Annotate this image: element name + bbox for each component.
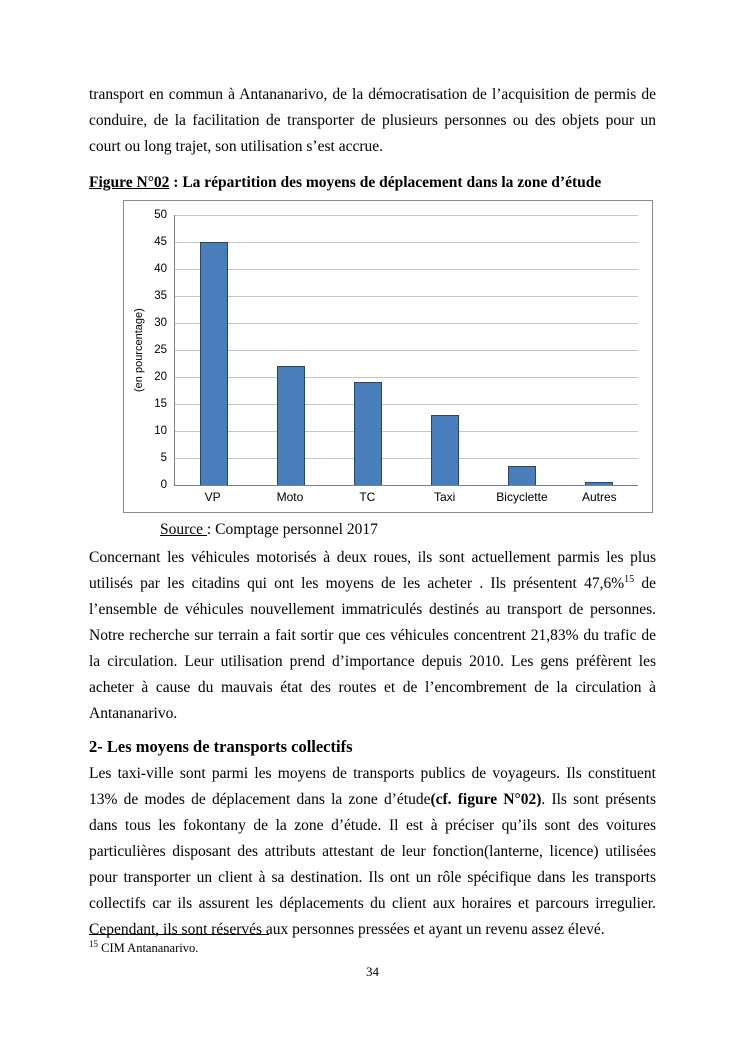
y-tick-label: 30 bbox=[154, 317, 167, 329]
x-tick-label: VP bbox=[204, 490, 221, 504]
bar-cell bbox=[175, 215, 252, 485]
x-axis-labels bbox=[174, 490, 638, 504]
figure-source bbox=[89, 517, 656, 543]
x-tick-label: Taxi bbox=[433, 490, 456, 504]
bar-cell bbox=[484, 215, 561, 485]
footnote bbox=[89, 934, 656, 956]
paragraph-motos bbox=[89, 545, 656, 727]
y-tick-label: 0 bbox=[160, 479, 167, 491]
y-tick-label: 10 bbox=[154, 425, 167, 437]
y-axis-title: (en pourcentage) bbox=[133, 308, 145, 392]
x-tick-label: Bicyclette bbox=[496, 490, 548, 504]
footnote-rule bbox=[89, 934, 269, 935]
bar-cell bbox=[252, 215, 329, 485]
y-tick-label: 50 bbox=[154, 209, 167, 221]
y-tick-label: 40 bbox=[154, 263, 167, 275]
bar-cell bbox=[407, 215, 484, 485]
bar-taxi bbox=[431, 415, 459, 485]
x-tick-label: Moto bbox=[276, 490, 304, 504]
x-tick-label: TC bbox=[359, 490, 376, 504]
figure-cross-reference: (cf. figure N°02) bbox=[430, 791, 542, 808]
footnote-text bbox=[89, 939, 656, 956]
paragraph-intro: transport en commun à Antananarivo, de la démocratisation de l’acquisition de permis de conduire, de la facilitation de transporter de plusieurs personnes ou des objets pour un court ou long trajet, son utilisation s’est accrue. bbox=[89, 86, 656, 155]
page-number: 34 bbox=[366, 964, 379, 979]
bar-tc bbox=[354, 382, 382, 485]
bar-vp bbox=[200, 242, 228, 485]
footnote-reference: 15 bbox=[624, 573, 635, 585]
footnote-body: CIM Antananarivo. bbox=[98, 941, 199, 956]
figure-caption-text: : La répartition des moyens de déplacement dans la zone d’étude bbox=[169, 174, 602, 191]
y-tick-label: 15 bbox=[154, 398, 167, 410]
paragraph-taxis-part2: . Ils sont présents dans tous les fokontany de la zone d’étude. Il est à préciser qu’ils sont des voitures particulières disposant des attributs attestant de leur fonction(lanterne, licence) utilisées pour transporter un client à sa destination. Ils ont un rôle spécifique dans les transports collectifs car ils assurent les déplacements du client aux horaires et parcours irregulier. Cependant, ils sont réservés aux personnes pressées et ayant un revenu assez élevé. bbox=[89, 791, 656, 938]
plot-wrap bbox=[174, 215, 638, 504]
bar-moto bbox=[277, 366, 305, 485]
chart-body bbox=[130, 209, 638, 504]
y-tick-label: 45 bbox=[154, 236, 167, 248]
y-tick-label: 20 bbox=[154, 371, 167, 383]
paragraph-taxis-part1: Les taxi-ville sont parmi les moyens de transports publics de voyageurs. Ils constituent 13% de modes de déplacement dans la zone d’étude bbox=[89, 765, 656, 808]
figure-caption bbox=[89, 170, 656, 196]
y-tick-label: 5 bbox=[160, 452, 167, 464]
figure-bar-chart bbox=[123, 200, 653, 513]
y-tick-label: 35 bbox=[154, 290, 167, 302]
source-label: Source bbox=[160, 521, 207, 538]
x-tick-label: Autres bbox=[581, 490, 617, 504]
section-heading: 2- Les moyens de transports collectifs bbox=[89, 737, 353, 756]
paragraph-motos-part2: de l’ensemble de véhicules nouvellement immatriculés destinés au transport de personnes. Notre recherche sur terrain a fait sortir que ces véhicules concentrent 21,83% du trafic de la circulation. Leur utilisation prend d’importance depuis 2010. Les gens préfèrent les acheter à cause du mauvais état des routes et de l’encombrement de la circulation à Antananarivo. bbox=[89, 575, 656, 722]
figure-caption-label: Figure N°02 bbox=[89, 174, 170, 191]
footnote-number: 15 bbox=[89, 939, 98, 949]
paragraph-taxis bbox=[89, 761, 656, 943]
bars-row bbox=[175, 215, 638, 485]
bar-autres bbox=[585, 482, 613, 485]
y-axis-ticks bbox=[148, 209, 174, 491]
bar-cell bbox=[329, 215, 406, 485]
y-tick-label: 25 bbox=[154, 344, 167, 356]
source-text: : Comptage personnel 2017 bbox=[206, 521, 378, 538]
plot-area bbox=[174, 215, 638, 486]
bar-bicyclette bbox=[508, 466, 536, 485]
bar-cell bbox=[561, 215, 638, 485]
paragraph-motos-part1: Concernant les véhicules motorisés à deux roues, ils sont actuellement parmis les plus utilisés par les citadins qui ont les moyens de les acheter . Ils présentent 47,6% bbox=[89, 549, 656, 592]
